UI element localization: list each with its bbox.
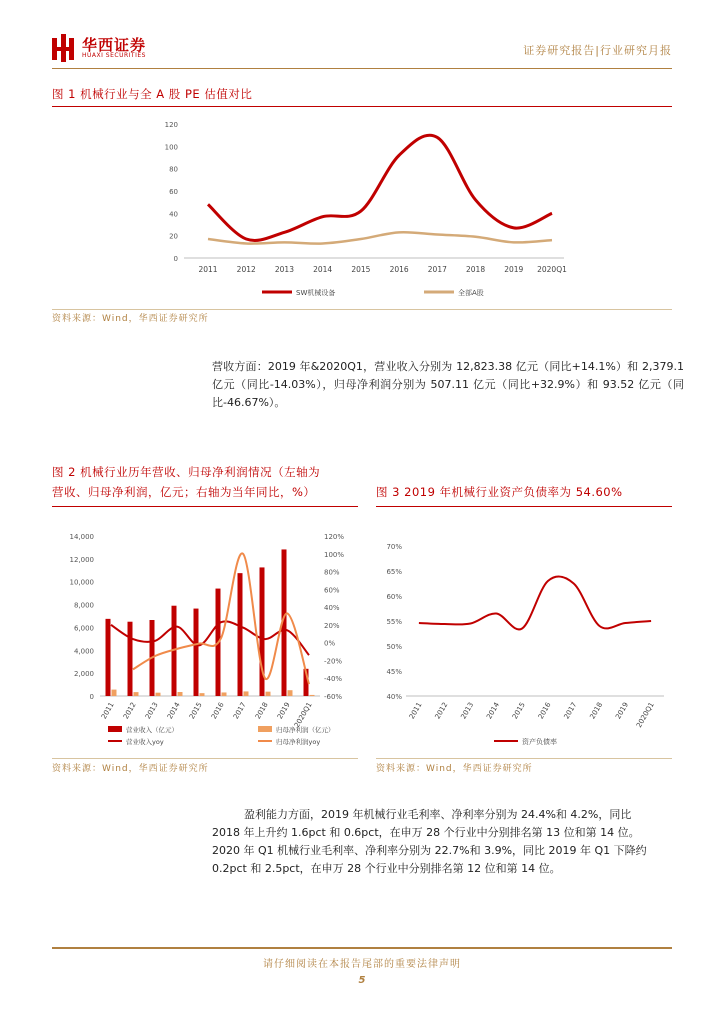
fig1-x-tick-label: 2018 xyxy=(466,265,486,274)
fig2-left-tick-label: 4,000 xyxy=(73,647,94,656)
fig3-y-tick-label: 40% xyxy=(386,693,402,701)
figure2-chart xyxy=(52,526,362,758)
fig2-right-tick-label: 0% xyxy=(324,639,336,648)
fig2-right-tick-label: -60% xyxy=(324,693,343,701)
fig2-left-tick-label: 8,000 xyxy=(73,601,94,610)
fig1-x-tick-label: 2015 xyxy=(351,265,371,274)
fig2-legend-swatch-2 xyxy=(258,726,272,732)
page-header xyxy=(52,28,672,70)
revenue-paragraph: 营收方面：2019 年&2020Q1，营业收入分别为 12,823.38 亿元（同比+14.1%）和 2,379.1 亿元（同比-14.03%），归母净利润分别为 507.11 亿元（同比+32.9%）和 93.52 亿元（同比-46.67%）。 xyxy=(212,360,684,409)
fig2-bar-2 xyxy=(222,692,227,696)
fig3-y-tick-label: 65% xyxy=(386,568,402,576)
fig1-y-tick-label: 40 xyxy=(169,210,178,219)
fig3-legend-label: 资产负债率 xyxy=(522,738,557,746)
fig2-x-tick-label: 2012 xyxy=(121,701,138,721)
fig2-bar-2 xyxy=(288,690,293,696)
figure1-rule xyxy=(52,106,672,107)
fig3-x-tick-label: 2020Q1 xyxy=(635,701,656,730)
fig2-legend-label-1: 营业收入（亿元） xyxy=(126,726,178,734)
fig1-x-tick-label: 2013 xyxy=(274,265,294,274)
fig1-y-tick-label: 80 xyxy=(169,165,178,174)
figure3-source-rule xyxy=(376,758,672,759)
fig1-x-tick-label: 2011 xyxy=(198,265,218,274)
fig1-y-tick-label: 100 xyxy=(164,143,178,152)
fig1-x-tick-label: 2020Q1 xyxy=(537,265,567,274)
fig2-x-tick-label: 2013 xyxy=(143,701,160,721)
figure2-source: 资料来源：Wind，华西证券研究所 xyxy=(52,764,209,774)
fig2-bar-2 xyxy=(200,693,205,696)
fig2-legend-swatch-1 xyxy=(108,726,122,732)
fig2-right-tick-label: -20% xyxy=(324,657,343,666)
fig3-x-tick-label: 2016 xyxy=(536,701,553,721)
fig2-left-tick-label: 0 xyxy=(89,693,94,701)
figure2-rule xyxy=(52,506,358,507)
fig2-left-tick-label: 6,000 xyxy=(73,624,94,633)
fig2-right-tick-label: -40% xyxy=(324,675,343,684)
fig2-left-tick-label: 14,000 xyxy=(69,533,94,541)
huaxi-logo-icon xyxy=(52,34,74,62)
fig2-bar-2 xyxy=(266,692,271,696)
fig2-bar-2 xyxy=(112,690,117,696)
fig1-x-tick-label: 2014 xyxy=(313,265,333,274)
figure1-title: 图 1 机械行业与全 A 股 PE 估值对比 xyxy=(52,87,253,101)
fig2-bar-1 xyxy=(194,609,199,696)
fig2-right-tick-label: 20% xyxy=(324,621,340,630)
fig3-x-tick-label: 2014 xyxy=(485,701,502,721)
fig3-x-tick-label: 2017 xyxy=(562,701,579,721)
fig1-y-tick-label: 60 xyxy=(169,188,178,196)
fig2-bar-2 xyxy=(178,692,183,696)
fig1-x-tick-label: 2012 xyxy=(236,265,256,274)
fig3-y-tick-label: 55% xyxy=(386,618,402,626)
page-number: 5 xyxy=(358,975,366,986)
fig2-x-tick-label: 2018 xyxy=(253,701,270,721)
fig3-x-tick-label: 2018 xyxy=(588,701,605,721)
fig2-x-tick-label: 2014 xyxy=(165,701,182,721)
fig3-x-tick-label: 2011 xyxy=(407,701,424,721)
fig3-x-tick-label: 2015 xyxy=(510,701,527,721)
fig2-bar-2 xyxy=(310,695,315,696)
fig2-x-tick-label: 2011 xyxy=(99,701,116,721)
fig2-bar-2 xyxy=(156,693,161,696)
brand-name: 华西证券 xyxy=(82,36,147,54)
fig2-left-tick-label: 2,000 xyxy=(73,670,94,679)
figure1-source-rule xyxy=(52,309,672,310)
figure3-chart xyxy=(376,536,672,758)
fig2-legend-label-3: 营业收入yoy xyxy=(126,738,164,746)
profitability-line-1: 盈利能力方面，2019 年机械行业毛利率、净利率分别为 24.4%和 4.2%，同比 xyxy=(244,808,632,821)
fig1-legend-label-2: 全部A股 xyxy=(458,289,484,297)
fig3-y-tick-label: 45% xyxy=(386,668,402,676)
figure1-chart xyxy=(52,110,672,310)
profitability-paragraph xyxy=(212,806,684,878)
fig2-left-tick-label: 10,000 xyxy=(69,578,94,587)
fig2-legend-label-2: 归母净利润（亿元） xyxy=(276,726,335,734)
figure2-title-line1: 图 2 机械行业历年营收、归母净利润情况（左轴为 xyxy=(52,465,321,479)
fig2-x-tick-label: 2020Q1 xyxy=(292,701,314,730)
fig2-x-tick-label: 2017 xyxy=(231,701,248,721)
doc-type: 证券研究报告|行业研究月报 xyxy=(523,44,672,57)
fig2-bar-2 xyxy=(134,692,139,696)
fig3-x-tick-label: 2012 xyxy=(433,701,450,721)
fig1-legend-label-1: SW机械设备 xyxy=(296,289,336,297)
fig2-right-tick-label: 120% xyxy=(324,533,345,541)
fig1-y-tick-label: 20 xyxy=(169,232,178,241)
figure2-title-line2: 营收、归母净利润，亿元；右轴为当年同比，%） xyxy=(52,485,316,499)
profitability-line-3: 2020 年 Q1 机械行业毛利率、净利率分别为 22.7%和 3.9%，同比 2019 年 Q1 下降约 xyxy=(212,844,647,857)
header-divider xyxy=(52,68,672,69)
fig2-right-tick-label: 40% xyxy=(324,604,340,613)
figure3-rule xyxy=(376,506,672,507)
figure3-source: 资料来源：Wind，华西证券研究所 xyxy=(376,764,533,774)
fig3-x-tick-label: 2013 xyxy=(459,701,476,721)
fig2-bar-1 xyxy=(106,619,111,696)
fig1-series-line-2 xyxy=(208,232,552,243)
fig1-y-tick-label: 120 xyxy=(164,121,178,129)
fig1-series-line-1 xyxy=(208,135,552,240)
fig2-x-tick-label: 2016 xyxy=(209,701,226,721)
fig2-bar-2 xyxy=(244,691,249,696)
fig1-x-tick-label: 2016 xyxy=(389,265,409,274)
fig2-bar-1 xyxy=(128,622,133,696)
footer-divider xyxy=(52,947,672,949)
fig1-x-tick-label: 2017 xyxy=(427,265,447,274)
fig2-x-tick-label: 2015 xyxy=(187,701,204,721)
fig2-right-tick-label: 80% xyxy=(324,568,340,577)
fig2-legend-label-4: 归母净利润yoy xyxy=(276,738,321,746)
fig2-right-tick-label: 100% xyxy=(324,550,345,559)
fig2-x-tick-label: 2019 xyxy=(275,701,292,721)
fig3-x-tick-label: 2019 xyxy=(614,701,631,721)
fig1-x-tick-label: 2019 xyxy=(504,265,524,274)
profitability-line-4: 0.2pct 和 2.5pct，在申万 28 个行业中分别排名第 12 位和第 14 位。 xyxy=(212,862,561,875)
figure2-source-rule xyxy=(52,758,358,759)
fig3-y-tick-label: 50% xyxy=(386,643,402,651)
fig2-left-tick-label: 12,000 xyxy=(69,555,94,564)
brand-name-en: HUAXI SECURITIES xyxy=(82,52,146,59)
legal-notice: 请仔细阅读在本报告尾部的重要法律声明 xyxy=(263,959,461,970)
fig3-series-line xyxy=(419,576,651,629)
figure3-title: 图 3 2019 年机械行业资产负债率为 54.60% xyxy=(376,485,623,499)
figure1-source: 资料来源：Wind，华西证券研究所 xyxy=(52,314,209,324)
fig2-bar-1 xyxy=(238,573,243,696)
fig1-y-tick-label: 0 xyxy=(173,255,178,263)
profitability-line-2: 2018 年上升约 1.6pct 和 0.6pct，在申万 28 个行业中分别排名第 13 位和第 14 位。 xyxy=(212,826,640,839)
fig2-right-tick-label: 60% xyxy=(324,586,340,595)
fig3-y-tick-label: 70% xyxy=(386,543,402,551)
fig3-y-tick-label: 60% xyxy=(386,593,402,601)
